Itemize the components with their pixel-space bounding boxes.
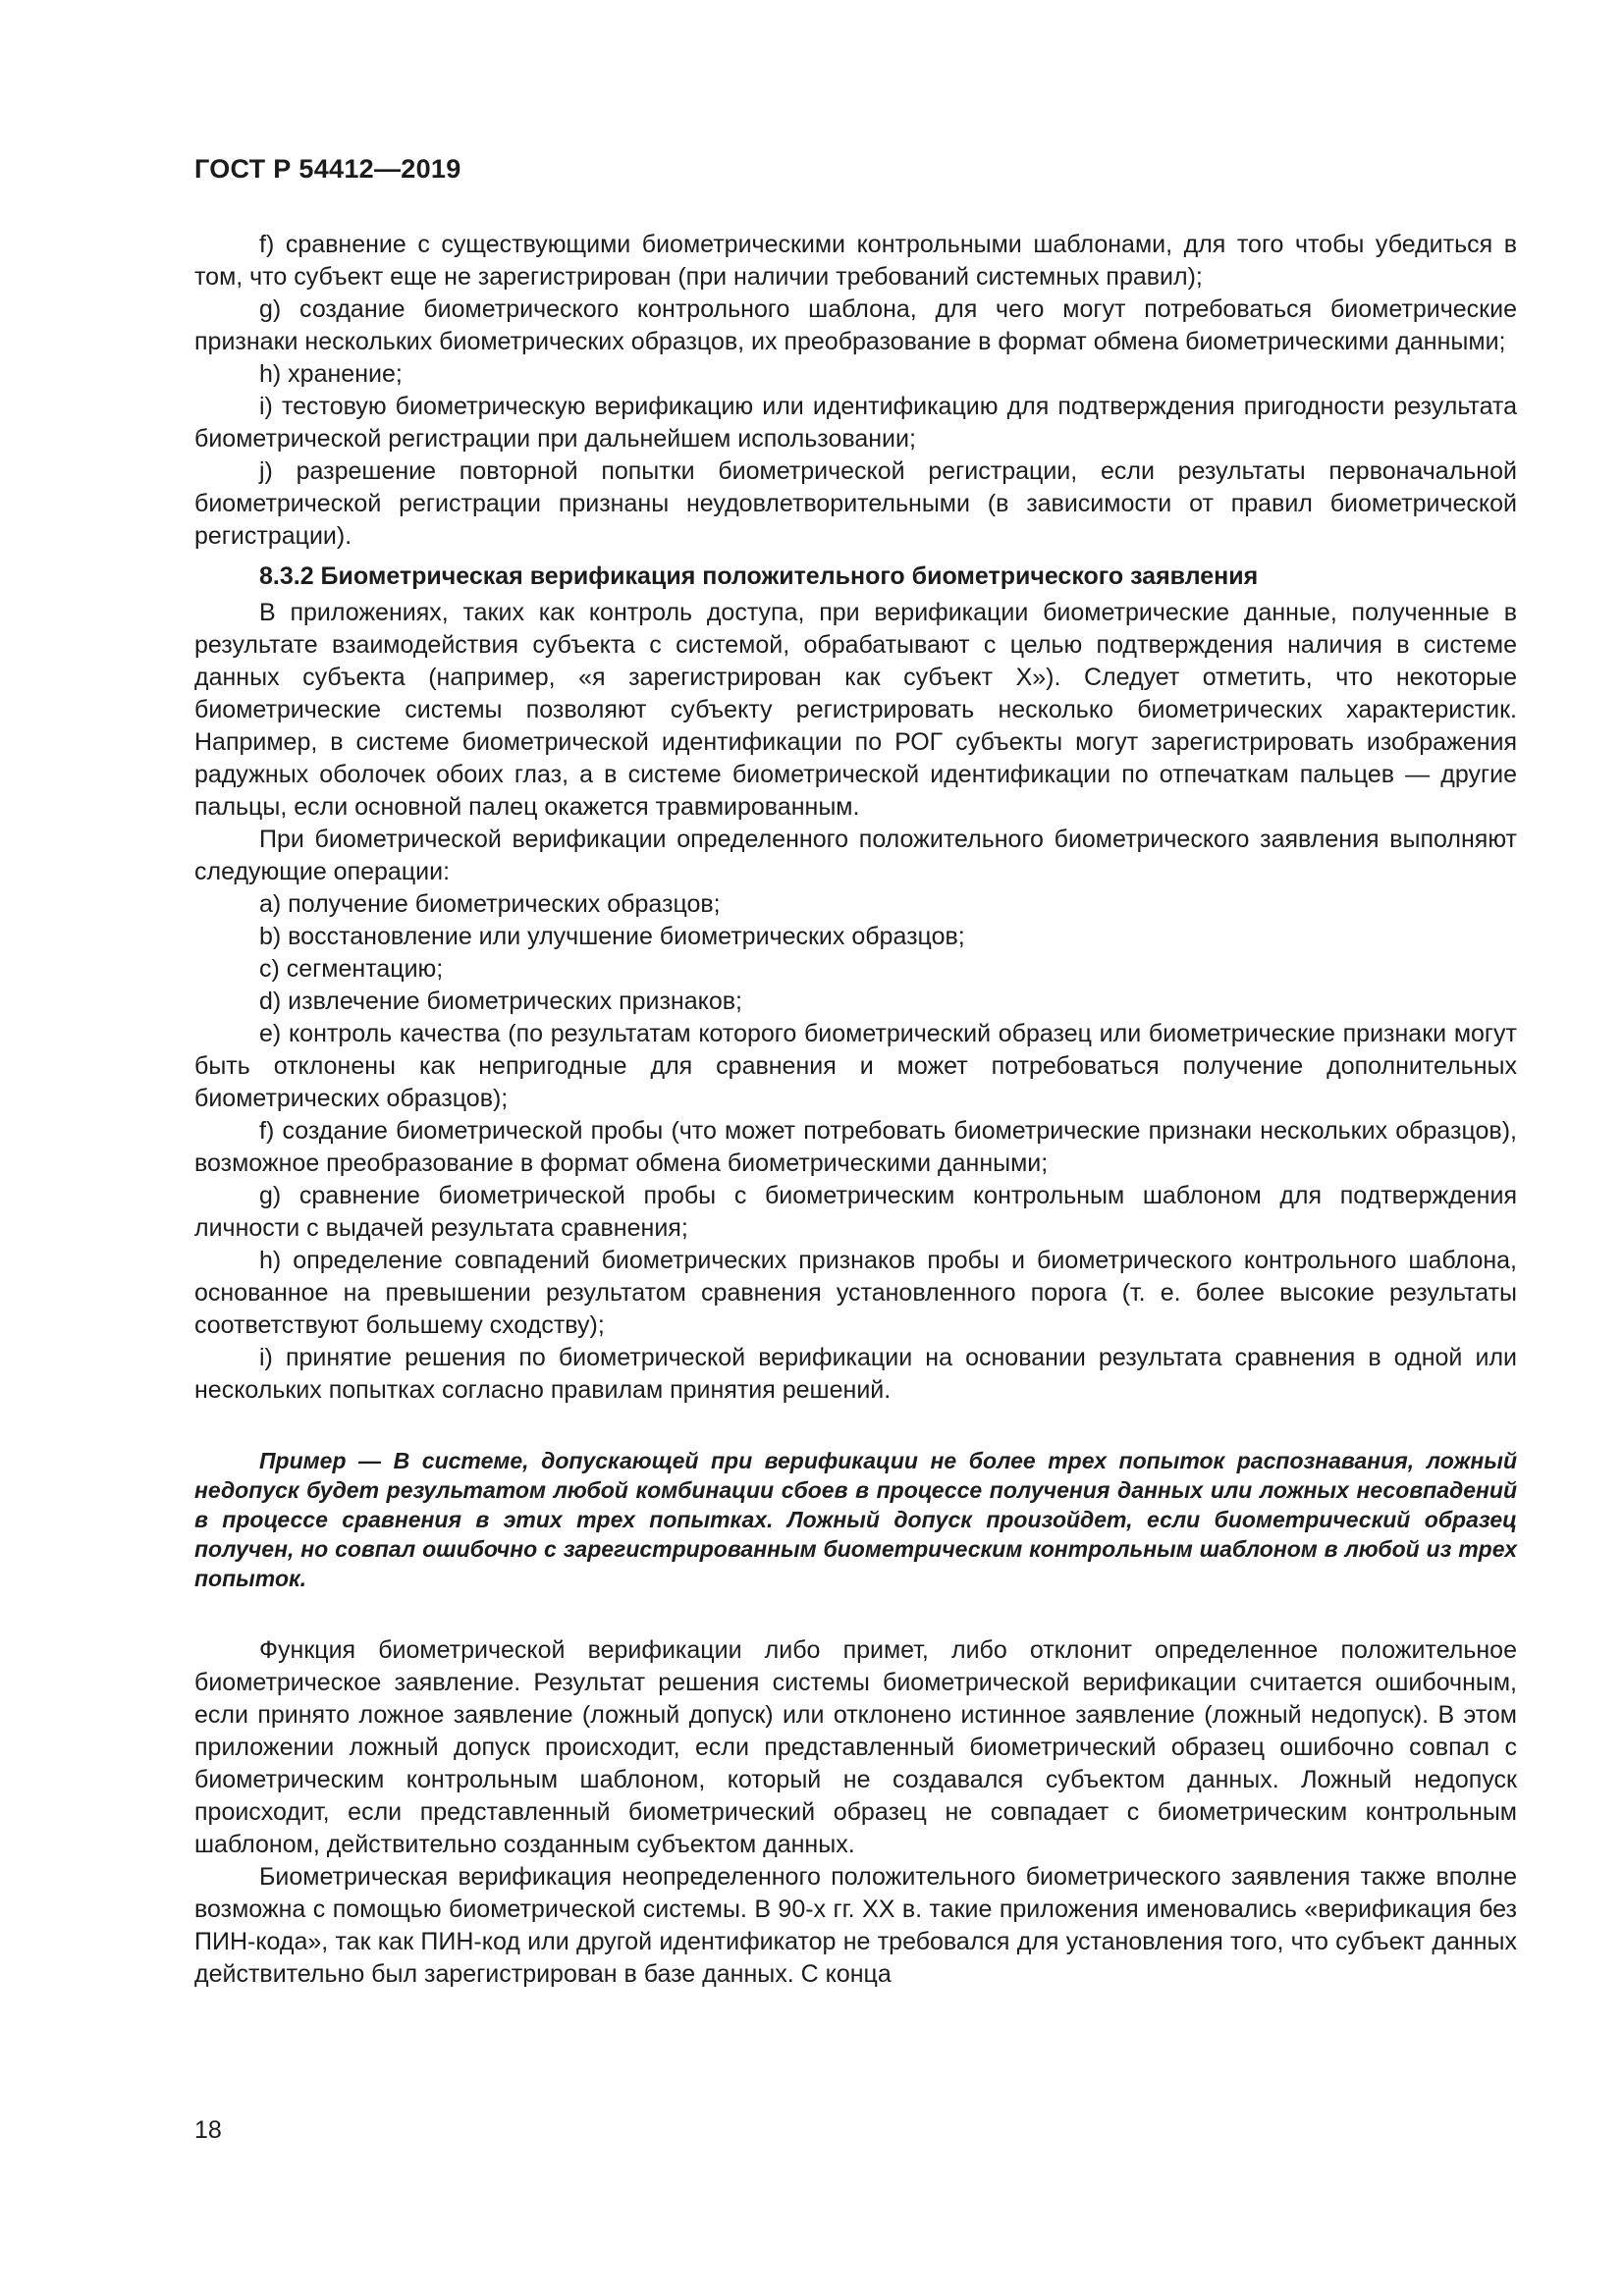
list-item: g) сравнение биометрической пробы с биометрическим контрольным шаблоном для подтверждения личности с выдачей результата сравнения; [194,1182,1517,1242]
list-item: c) сегментацию; [259,955,444,983]
list-item: i) тестовую биометрическую верификацию или идентификацию для подтверждения пригодности результата биометрической регистрации при дальнейшем использовании; [194,393,1517,453]
list-item: h) определение совпадений биометрических признаков пробы и биометрического контрольного шаблона, основанное на превышении результатом сравнения установленного порога (т. е. более высокие результаты соответствуют большему сходству); [194,1247,1517,1339]
list-item: h) хранение; [259,360,403,388]
paragraph: При биометрической верификации определенного положительного биометрического заявления выполняют следующие операции: [194,826,1517,885]
list-item: a) получение биометрических образцов; [259,890,721,918]
example-note: Пример — В системе, допускающей при верификации не более трех попыток распознавания, ложный недопуск будет результатом любой комбинации сбоев в процессе получения данных или ложных несовпадений в процессе сравнения в этих трех попытках. Ложный допуск произойдет, если биометрический образец получен, но совпал ошибочно с зарегистрированным биометрическим контрольным шаблоном в любой из трех попыток. [194,1448,1517,1591]
paragraph: В приложениях, таких как контроль доступа, при верификации биометрические данные, полученные в результате взаимодействия субъекта с системой, обрабатывают с целью подтверждения наличия в системе данных субъекта (например, «я зарегистрирован как субъект X»). Следует отметить, что некоторые биометрические системы позволяют субъекту регистрировать несколько биометрических характеристик. Например, в системе биометрической идентификации по РОГ субъекты могут зарегистрировать изображения радужных оболочек обоих глаз, а в системе биометрической идентификации по отпечаткам пальцев — другие пальцы, если основной палец окажется травмированным. [194,599,1517,821]
list-item: f) создание биометрической пробы (что может потребовать биометрические признаки нескольких образцов), возможное преобразование в формат обмена биометрическими данными; [194,1117,1517,1177]
list-item: f) сравнение с существующими биометрическими контрольными шаблонами, для того чтобы убедиться в том, что субъект еще не зарегистрирован (при наличии требований системных правил); [194,231,1517,291]
list-item: d) извлечение биометрических признаков; [259,988,742,1015]
list-item: b) восстановление или улучшение биометрических образцов; [259,923,965,950]
section-heading: 8.3.2 Биометрическая верификация положительного биометрического заявления [259,562,1259,590]
document-body [194,229,1517,1991]
list-item: j) разрешение повторной попытки биометрической регистрации, если результаты первоначальной биометрической регистрации признаны неудовлетворительными (в зависимости от правил биометрической регистрации). [194,457,1517,550]
list-item: g) создание биометрического контрольного шаблона, для чего могут потребоваться биометрические признаки нескольких биометрических образцов, их преобразование в формат обмена биометрическими данными; [194,295,1517,355]
list-item: e) контроль качества (по результатам которого биометрический образец или биометрические признаки могут быть отклонены как непригодные для сравнения и может потребоваться получение дополнительных биометрических образцов); [194,1020,1517,1112]
list-item: i) принятие решения по биометрической верификации на основании результата сравнения в одной или нескольких попытках согласно правилам принятия решений. [194,1344,1517,1404]
paragraph: Биометрическая верификация неопределенного положительного биометрического заявления также вполне возможна с помощью биометрической системы. В 90-х гг. XX в. такие приложения именовались «верификация без ПИН-кода», так как ПИН-код или другой идентификатор не требовался для установления того, что субъект данных действительно был зарегистрирован в базе данных. С конца [194,1863,1517,1988]
page-number: 18 [194,2116,222,2144]
paragraph: Функция биометрической верификации либо примет, либо отклонит определенное положительное биометрическое заявление. Результат решения системы биометрической верификации считается ошибочным, если принято ложное заявление (ложный допуск) или отклонено истинное заявление (ложный недопуск). В этом приложении ложный допуск происходит, если представленный биометрический образец ошибочно совпал с биометрическим контрольным шаблоном, который не создавался субъектом данных. Ложный недопуск происходит, если представленный биометрический образец не совпадает с биометрическим контрольным шаблоном, действительно созданным субъектом данных. [194,1636,1517,1858]
document-header: ГОСТ Р 54412—2019 [194,154,461,184]
